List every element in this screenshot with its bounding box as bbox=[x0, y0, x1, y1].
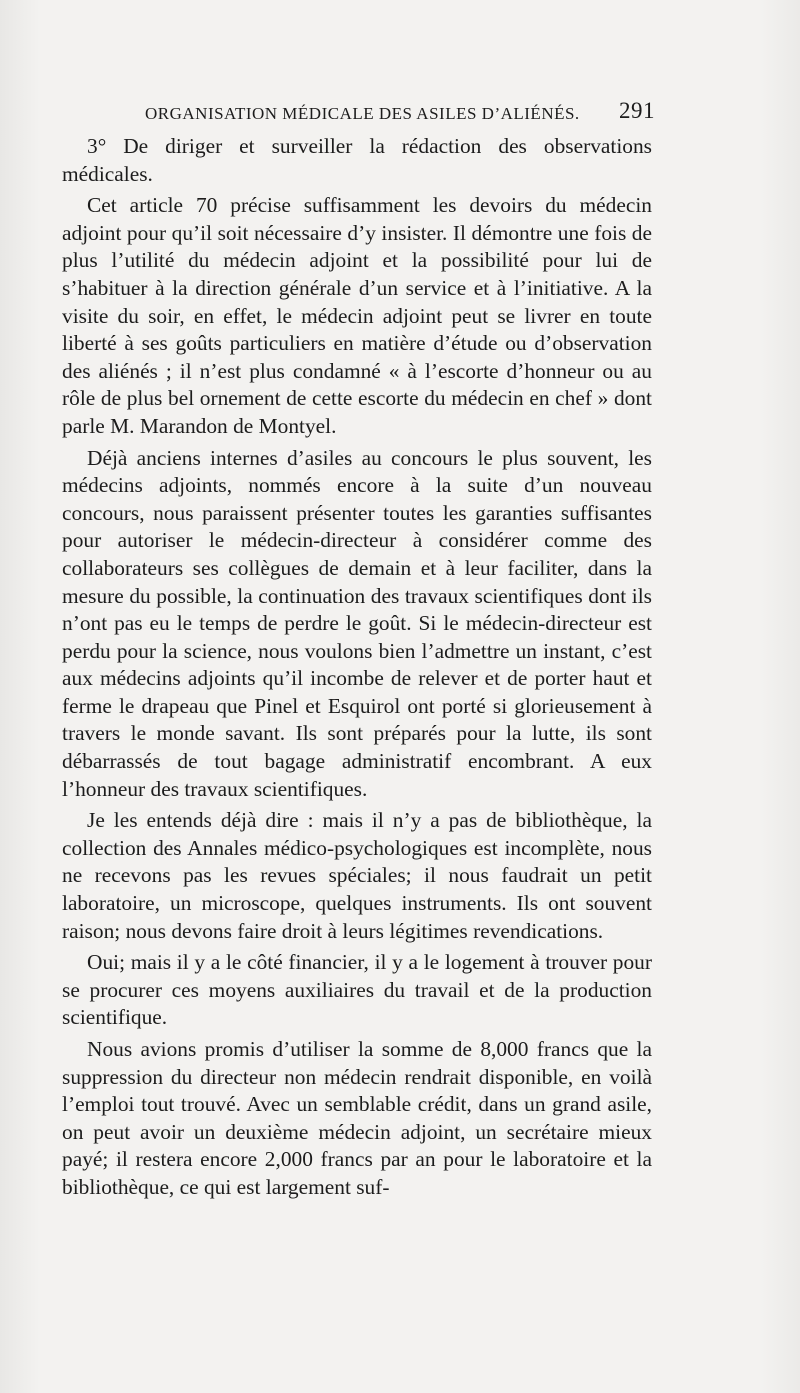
page-number: 291 bbox=[619, 98, 655, 123]
paragraph-3: Déjà anciens internes d’asiles au concours le plus souvent, les médecins adjoints, nommés encore à la suite d’un nouveau concours, nous paraissent présenter toutes les garanties suffisantes pour autoriser le médecin-directeur à considérer comme des collaborateurs ses collègues de demain et à leur faciliter, dans la mesure du possible, la continuation des travaux scientifiques dont ils n’ont pas eu le temps de perdre le goût. Si le médecin-directeur est perdu pour la science, nous voulons bien l’admettre un instant, c’est aux médecins adjoints qu’il incombe de relever et de porter haut et ferme le drapeau que Pinel et Esquirol ont porté si glorieusement à travers le monde savant. Ils sont préparés pour la lutte, ils sont débarrassés de tout bagage administratif encombrant. A eux l’honneur des travaux scientifiques. bbox=[62, 445, 652, 801]
running-title: ORGANISATION MÉDICALE DES ASILES D’ALIÉNÉS. bbox=[145, 104, 580, 123]
paragraph-2: Cet article 70 précise suffisamment les devoirs du médecin adjoint pour qu’il soit nécessaire d’y insister. Il démontre une fois de plus l’utilité du médecin adjoint et la possibilité pour lui de s’habituer à la direction générale d’un service et à l’initiative. A la visite du soir, en effet, le médecin adjoint peut se livrer en toute liberté à ses goûts particuliers en matière d’étude ou d’observation des aliénés ; il n’est plus condamné « à l’escorte d’honneur ou au rôle de plus bel ornement de cette escorte du médecin en chef » dont parle M. Marandon de Montyel. bbox=[62, 193, 652, 438]
paragraph-6: Nous avions promis d’utiliser la somme de 8,000 francs que la suppression du directeur non médecin rendrait disponible, en voilà l’emploi tout trouvé. Avec un semblable crédit, dans un grand asile, on peut avoir un deuxième médecin adjoint, un secrétaire mieux payé; il restera encore 2,000 francs par an pour le laboratoire et la bibliothèque, ce qui est largement suf- bbox=[62, 1037, 652, 1199]
paragraph-5: Oui; mais il y a le côté financier, il y a le logement à trouver pour se procurer ces moyens auxiliaires du travail et de la production scientifique. bbox=[62, 950, 652, 1030]
body-text bbox=[62, 133, 652, 1202]
paragraph-1: 3° De diriger et surveiller la rédaction des observations médicales. bbox=[62, 134, 652, 186]
paragraph-4: Je les entends déjà dire : mais il n’y a pas de bibliothèque, la collection des Annales médico-psychologiques est incomplète, nous ne recevons pas les revues spéciales; il nous faudrait un petit laboratoire, un microscope, quelques instruments. Ils ont souvent raison; nous devons faire droit à leurs légitimes revendications. bbox=[62, 808, 652, 943]
